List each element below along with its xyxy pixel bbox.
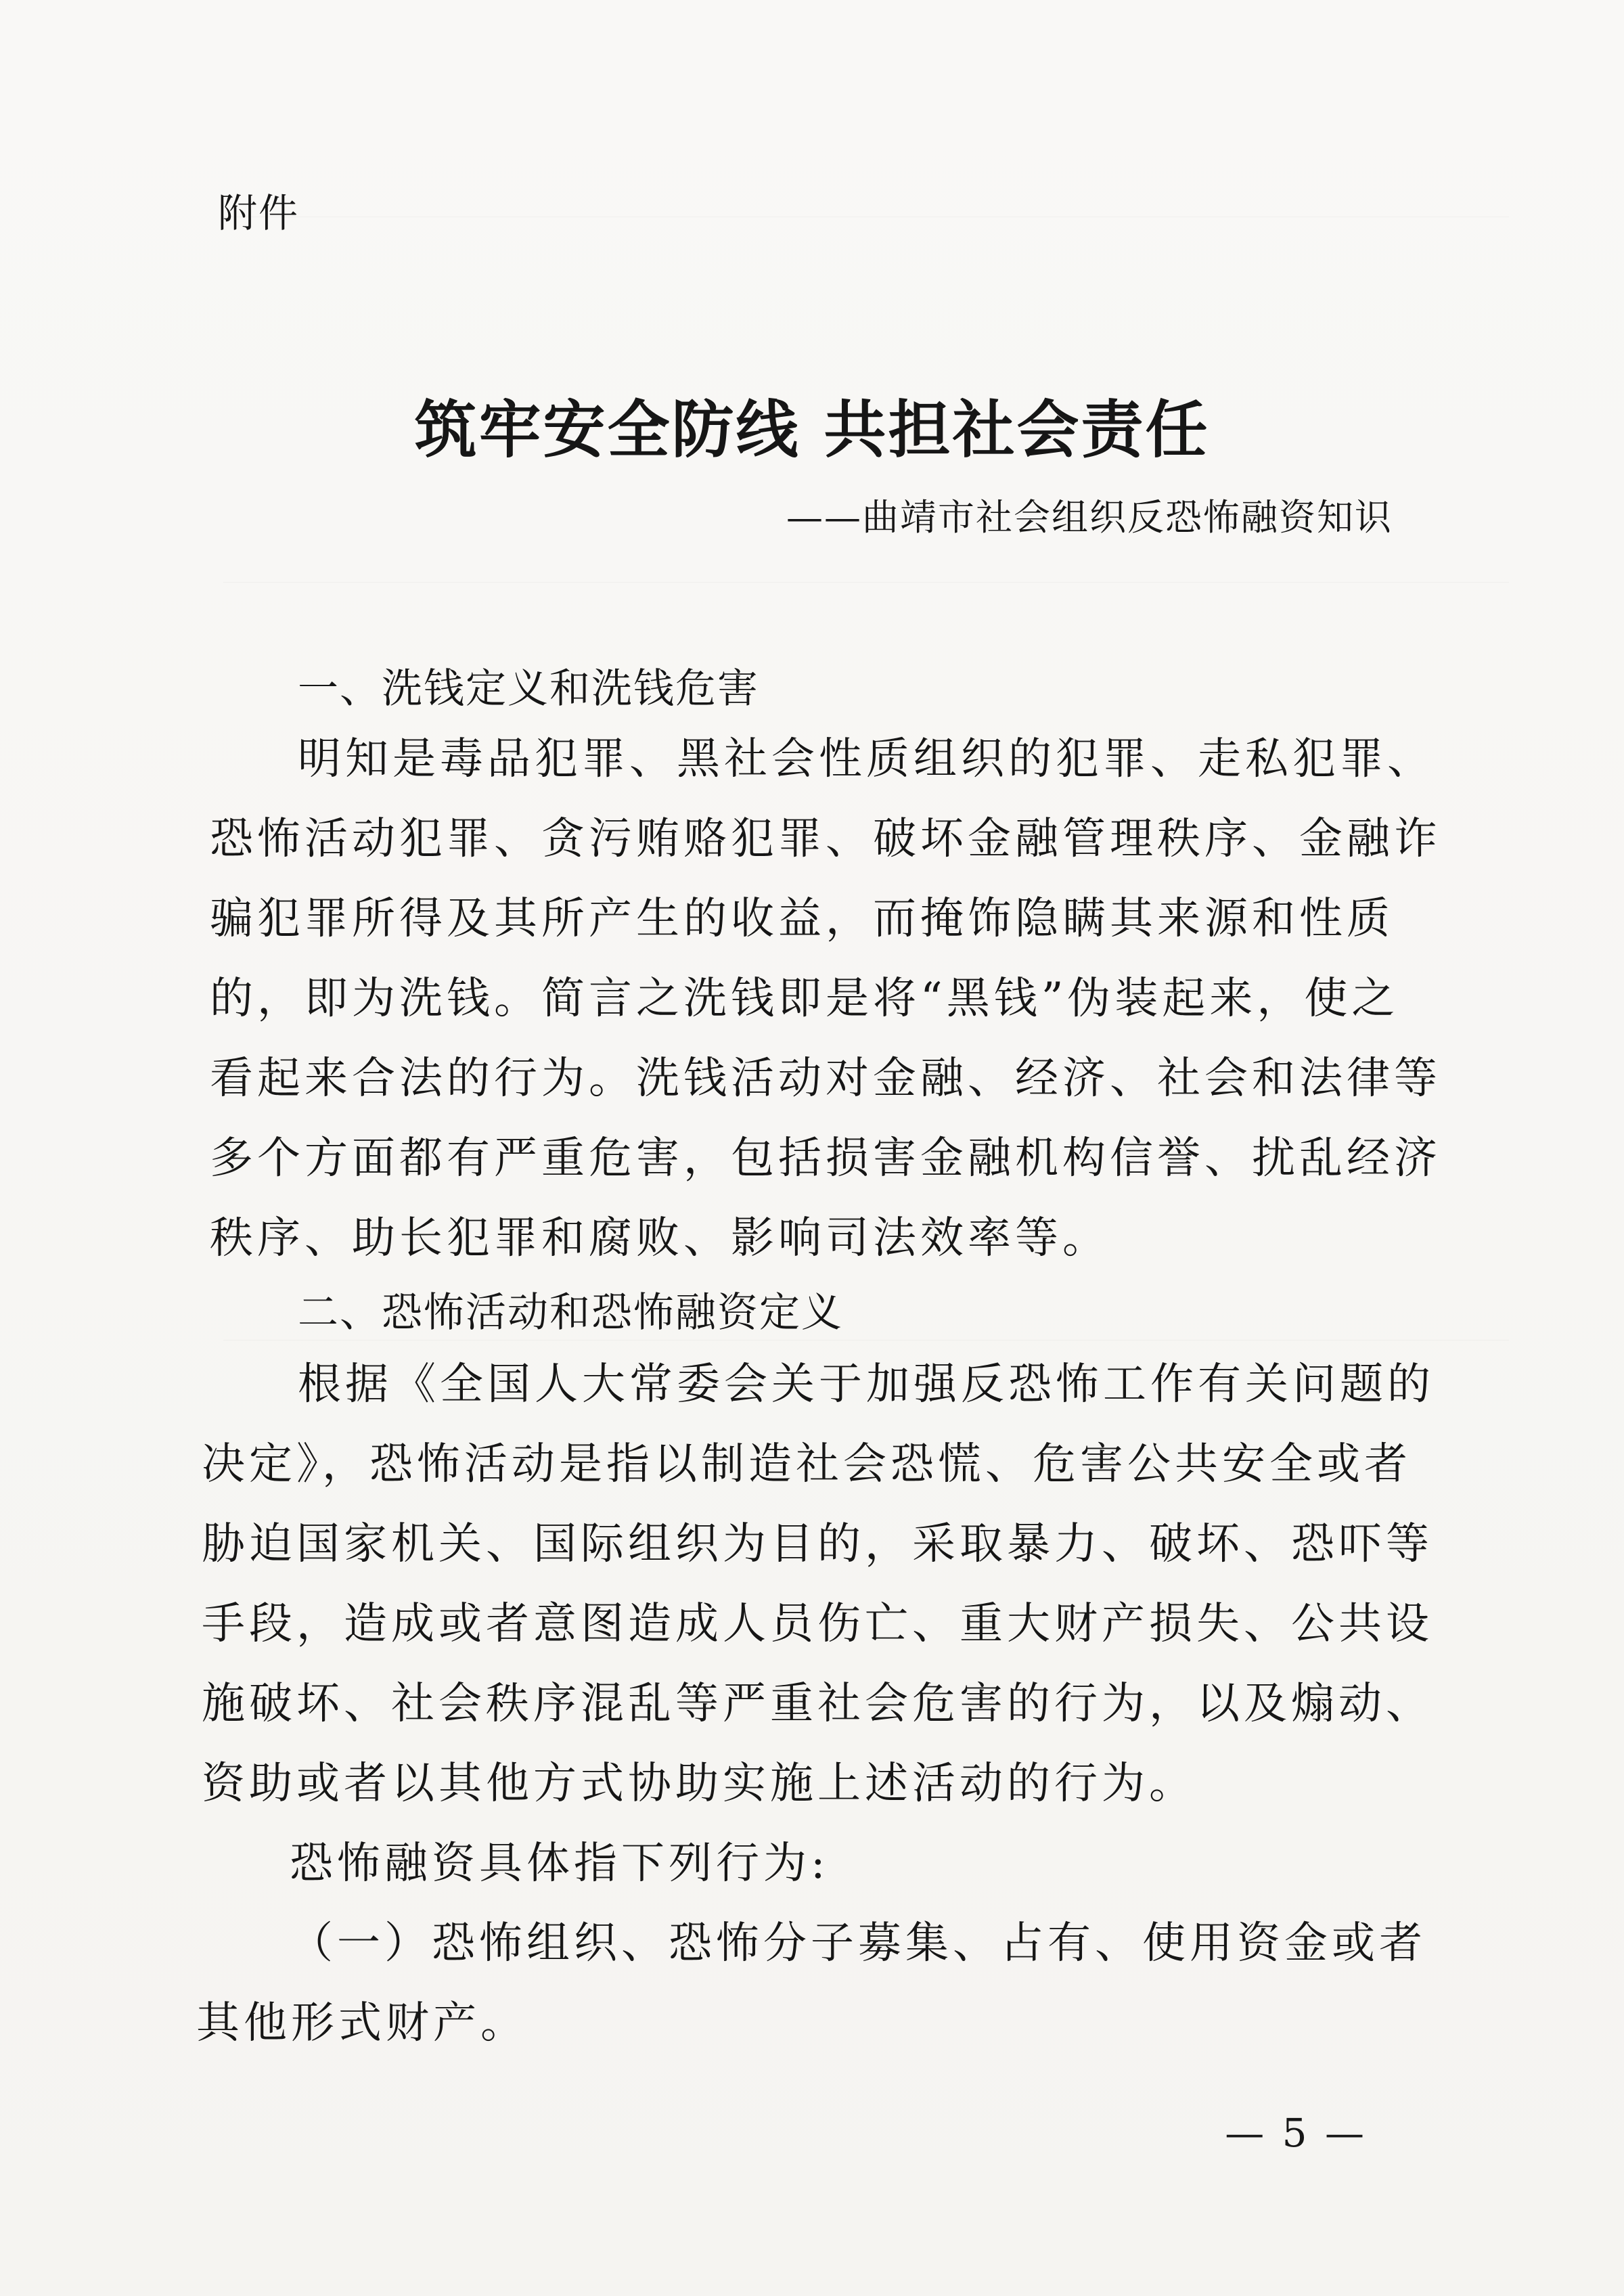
section-2-line: 胁迫国家机关、国际组织为目的，采取暴力、破坏、恐吓等 [202, 1519, 1433, 1569]
section-1-line: 骗犯罪所得及其所产生的收益，而掩饰隐瞒其来源和性质 [210, 894, 1394, 944]
document-title: 筑牢安全防线 共担社会责任 [414, 394, 1210, 466]
section-1-line: 秩序、助长犯罪和腐败、影响司法效率等。 [210, 1213, 1110, 1263]
attachment-label: 附件 [218, 190, 300, 236]
section-2-line: 资助或者以其他方式协助实施上述活动的行为。 [202, 1759, 1196, 1809]
section-1-line: 多个方面都有严重危害，包括损害金融机构信誉、扰乱经济 [210, 1133, 1441, 1184]
section-2-line: 施破坏、社会秩序混乱等严重社会危害的行为，以及煽动、 [202, 1679, 1433, 1729]
document-subtitle: ——曲靖市社会组织反恐怖融资知识 [786, 496, 1393, 539]
section-2-line: 根据《全国人大常委会关于加强反恐怖工作有关问题的 [298, 1359, 1435, 1410]
section-1-line: 看起来合法的行为。洗钱活动对金融、经济、社会和法律等 [210, 1054, 1441, 1104]
page-number: — 5 — [1225, 2110, 1367, 2156]
bleed-through-line [223, 1340, 1509, 1341]
section-2-line: 其他形式财产。 [196, 1998, 528, 2048]
section-2-line: （一）恐怖组织、恐怖分子募集、占有、使用资金或者 [290, 1918, 1426, 1968]
section-1-line: 明知是毒品犯罪、黑社会性质组织的犯罪、走私犯罪、 [298, 734, 1435, 784]
section-1-line: 的，即为洗钱。简言之洗钱即是将“黑钱”伪装起来，使之 [210, 974, 1399, 1024]
section-2-line: 恐怖融资具体指下列行为: [290, 1839, 830, 1889]
section-2-line: 手段，造成或者意图造成人员伤亡、重大财产损失、公共设 [202, 1599, 1433, 1649]
section-2-heading: 二、恐怖活动和恐怖融资定义 [298, 1289, 843, 1336]
section-2-line: 决定》，恐怖活动是指以制造社会恐慌、危害公共安全或者 [202, 1439, 1412, 1489]
section-1-line: 恐怖活动犯罪、贪污贿赂犯罪、破坏金融管理秩序、金融诈 [210, 814, 1441, 864]
bleed-through-line [223, 582, 1509, 583]
section-1-heading: 一、洗钱定义和洗钱危害 [298, 665, 759, 713]
